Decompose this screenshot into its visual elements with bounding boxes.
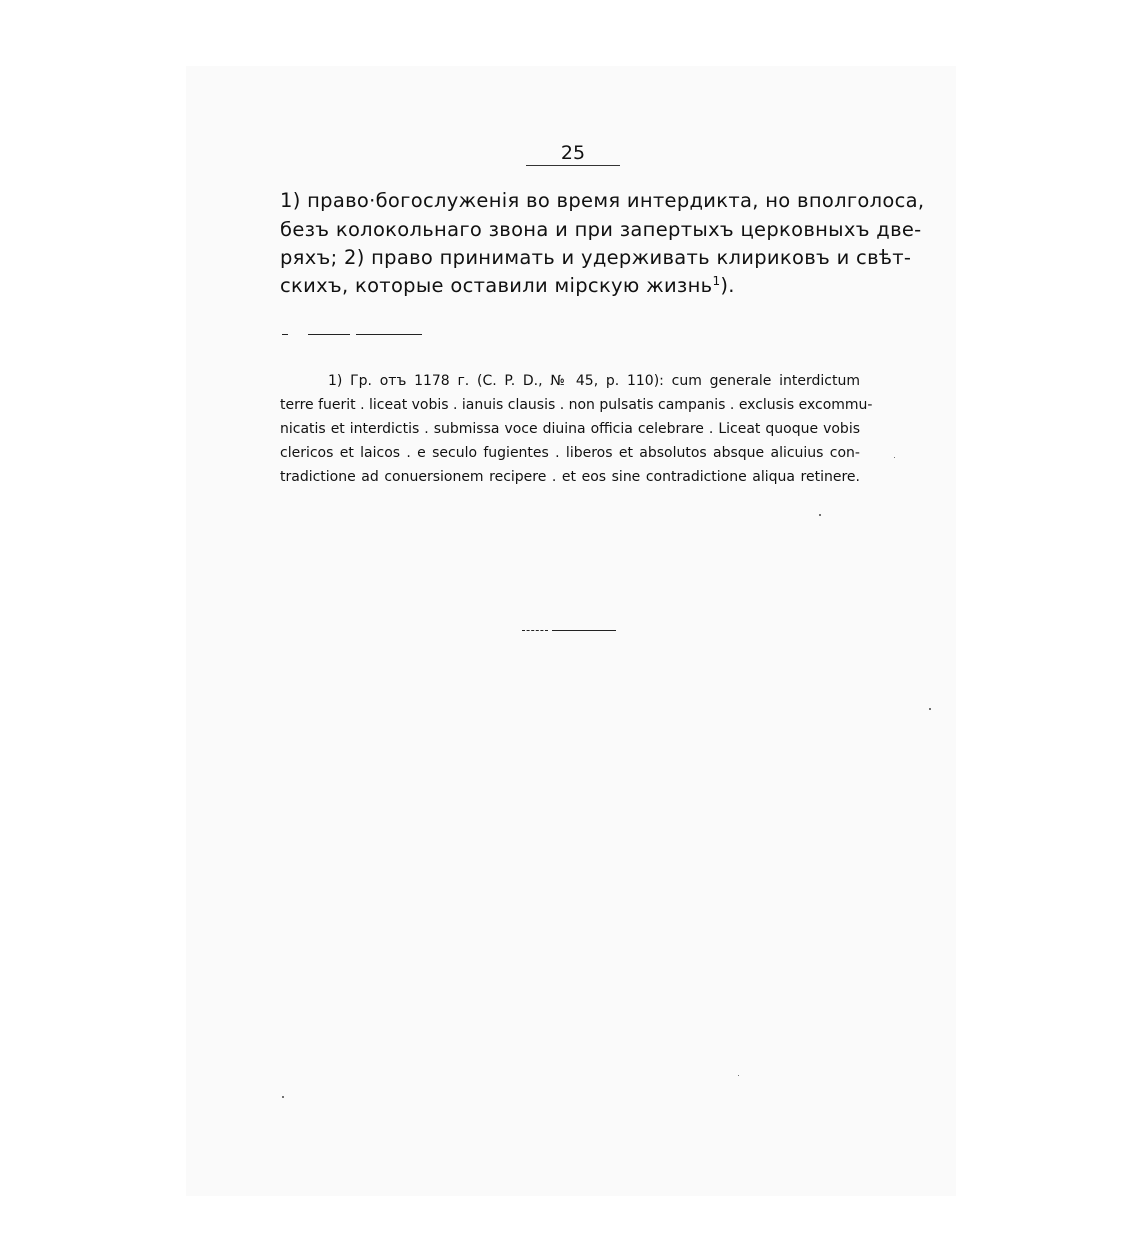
page-number-rule (526, 165, 620, 166)
footnote-reference-marker: 1 (712, 274, 721, 288)
body-line-1: 1) право·богослуженія во время интердикта, но вполголоса, (280, 189, 925, 212)
page-number: 25 (560, 142, 586, 164)
body-line-3: ряхъ; 2) право принимать и удерживать клириковъ и свѣт- (280, 246, 912, 269)
footnote-line-1: 1) Гр. отъ 1178 г. (C. P. D., № 45, p. 110): cum generale interdictum (328, 373, 860, 389)
footnote-line-4: clericos et laicos . e seculo fugientes . liberos et absolutos absque alicuius con- (280, 445, 860, 461)
end-ornament-rule (552, 630, 616, 631)
footnote-separator-rule-1 (308, 334, 350, 335)
footnote-separator-rule-2 (356, 334, 422, 335)
end-ornament-dashes (522, 630, 548, 631)
scan-speck (738, 1075, 739, 1076)
footnote-line-2: terre fuerit . liceat vobis . ianuis clausis . non pulsatis campanis . exclusis excommu- (280, 397, 873, 413)
body-line-2: безъ колокольнаго звона и при запертыхъ церковныхъ две- (280, 218, 922, 241)
body-line-4-text: скихъ, которые оставили мірскую жизнь (280, 274, 713, 297)
scan-speck (282, 1096, 284, 1098)
scan-speck (819, 514, 821, 516)
footnote-line-5: tradictione ad conuersionem recipere . et eos sine contradictione aliqua retinere. (280, 469, 860, 485)
footnote-separator-dash (282, 334, 288, 335)
scan-speck (894, 457, 895, 458)
body-line-4 (280, 272, 860, 300)
footnote-line-3: nicatis et interdictis . submissa voce diuina officia celebrare . Liceat quoque vobis (280, 421, 860, 437)
body-closing-punctuation: ). (720, 274, 735, 297)
scan-speck (929, 708, 931, 710)
